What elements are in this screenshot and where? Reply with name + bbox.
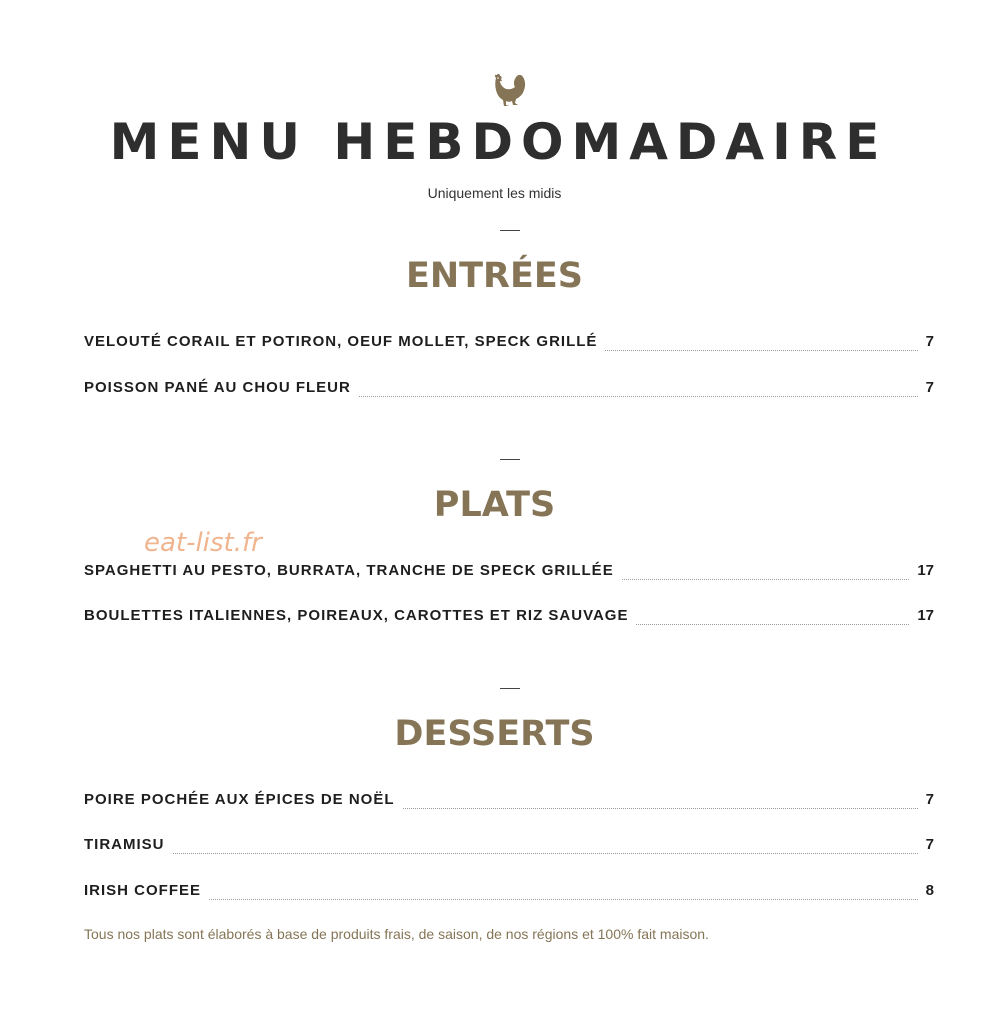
menu-item-price: 17 xyxy=(917,562,934,579)
watermark: eat-list.fr xyxy=(144,528,262,558)
menu-item-price: 8 xyxy=(925,882,934,899)
menu-item xyxy=(84,560,934,582)
section-divider xyxy=(500,688,520,689)
menu-item-name: POIRE POCHÉE AUX ÉPICES DE NOËL xyxy=(84,791,395,808)
dotted-leader xyxy=(209,898,918,900)
dotted-leader xyxy=(636,623,909,625)
menu-item-price: 7 xyxy=(925,791,934,808)
menu-item xyxy=(84,605,934,627)
footer-note: Tous nos plats sont élaborés à base de produits frais, de saison, de nos régions et 100% fait maison. xyxy=(84,926,709,942)
menu-item xyxy=(84,834,934,856)
menu-item-name: BOULETTES ITALIENNES, POIREAUX, CAROTTES ET RIZ SAUVAGE xyxy=(84,607,629,624)
section-divider xyxy=(500,459,520,460)
dotted-leader xyxy=(173,852,918,854)
menu-item xyxy=(84,331,934,353)
page-subtitle: Uniquement les midis xyxy=(427,185,562,201)
menu-item-name: VELOUTÉ CORAIL ET POTIRON, OEUF MOLLET, SPECK GRILLÉ xyxy=(84,333,598,350)
section-title-desserts: DESSERTS xyxy=(394,714,595,754)
menu-item-price: 17 xyxy=(917,607,934,624)
menu-item-price: 7 xyxy=(925,333,934,350)
menu-item-name: SPAGHETTI AU PESTO, BURRATA, TRANCHE DE SPECK GRILLÉE xyxy=(84,562,614,579)
section-divider xyxy=(500,230,520,231)
rooster-icon xyxy=(489,72,529,108)
menu-item xyxy=(84,880,934,902)
menu-item xyxy=(84,789,934,811)
menu-item xyxy=(84,377,934,399)
section-title-entrees: ENTRÉES xyxy=(405,256,584,296)
dotted-leader xyxy=(359,395,918,397)
menu-item-name: POISSON PANÉ AU CHOU FLEUR xyxy=(84,379,351,396)
page-title: MENU HEBDOMADAIRE xyxy=(109,113,888,171)
dotted-leader xyxy=(605,349,917,351)
dotted-leader xyxy=(403,807,918,809)
menu-item-name: IRISH COFFEE xyxy=(84,882,202,899)
section-title-plats: PLATS xyxy=(433,485,556,525)
menu-item-price: 7 xyxy=(925,836,934,853)
menu-item-name: TIRAMISU xyxy=(84,836,165,853)
dotted-leader xyxy=(622,578,910,580)
menu-item-price: 7 xyxy=(925,379,934,396)
